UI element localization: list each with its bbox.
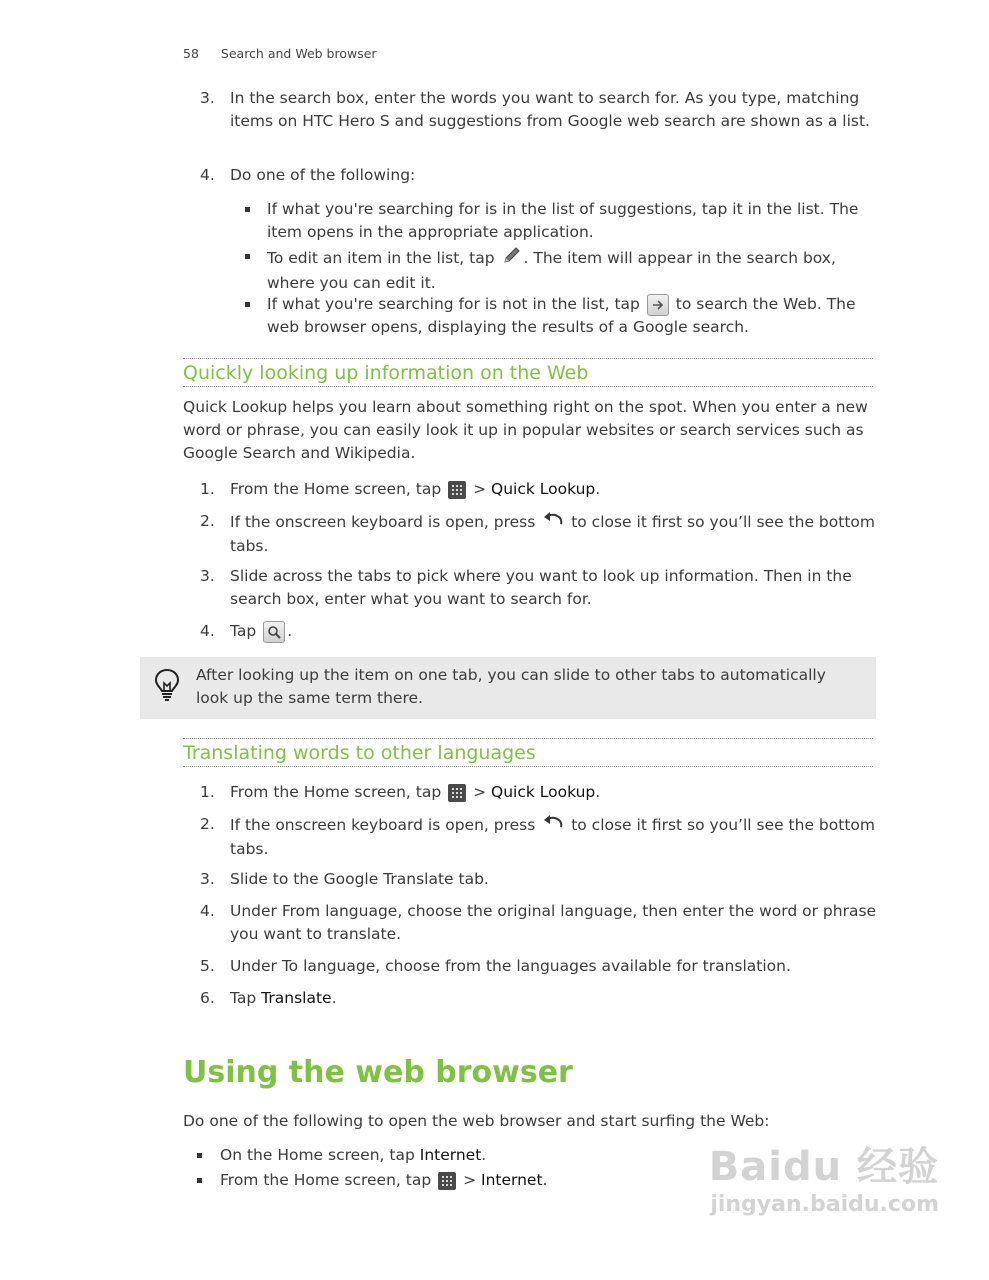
list-item: 4. Under From language, choose the original language, then enter the word or phrase you want to translate. xyxy=(200,902,877,943)
all-apps-icon xyxy=(438,1172,456,1190)
page-header xyxy=(183,46,377,61)
section-heading: Translating words to other languages xyxy=(183,742,536,764)
list-item: 4. Tap . xyxy=(200,620,880,643)
bullet-item: On the Home screen, tap Internet. xyxy=(197,1144,877,1167)
list-item: 1. From the Home screen, tap > Quick Lookup. xyxy=(200,783,601,801)
back-icon xyxy=(542,510,564,535)
arrow-right-icon xyxy=(647,294,669,316)
tip-box xyxy=(140,657,876,719)
back-icon xyxy=(542,813,564,838)
all-apps-icon xyxy=(448,481,466,499)
page-number: 58 xyxy=(183,46,199,61)
header-section: Search and Web browser xyxy=(220,46,377,61)
list-item: 2. If the onscreen keyboard is open, press to close it first so you’ll see the bottom tabs. xyxy=(200,815,875,858)
list-item: 1. From the Home screen, tap > Quick Lookup. xyxy=(200,480,601,498)
divider xyxy=(183,766,873,767)
divider xyxy=(183,738,873,739)
section-heading: Quickly looking up information on the Web xyxy=(183,362,589,384)
all-apps-icon xyxy=(448,784,466,802)
divider xyxy=(183,386,873,387)
bullet-item: To edit an item in the list, tap . The item will appear in the search box, where you can edit it. xyxy=(245,245,875,295)
list-item: 4. Do one of the following: xyxy=(200,166,416,184)
paragraph: Do one of the following to open the web browser and start surfing the Web: xyxy=(183,1112,770,1130)
watermark-brand: Baidu 经验 xyxy=(708,1144,939,1190)
list-item: 2. If the onscreen keyboard is open, press to close it first so you’ll see the bottom tabs. xyxy=(200,512,875,555)
watermark xyxy=(709,1135,939,1217)
list-item: 3. In the search box, enter the words you want to search for. As you type, matching items on HTC Hero S and suggestions from Google web search are shown as a list. xyxy=(200,89,870,130)
chapter-heading: Using the web browser xyxy=(183,1055,573,1090)
bullet-item: If what you're searching for is in the list of suggestions, tap it in the list. The item opens in the appropriate application. xyxy=(245,198,875,244)
bullet-item: If what you're searching for is not in the list, tap to search the Web. The web browser opens, displaying the results of a Google search. xyxy=(245,293,875,339)
tip-text: After looking up the item on one tab, you can slide to other tabs to automatically look up the same term there. xyxy=(196,666,826,707)
list-item: 6. Tap Translate. xyxy=(200,989,337,1007)
list-item: 5. Under To language, choose from the languages available for translation. xyxy=(200,957,791,975)
lightbulb-icon xyxy=(154,668,180,706)
paragraph: Quick Lookup helps you learn about something right on the spot. When you enter a new word or phrase, you can easily look it up in popular websites or search services such as Google Search and Wikipedia. xyxy=(183,398,868,462)
bullet-item: From the Home screen, tap > Internet. xyxy=(197,1169,877,1192)
list-item: 3. Slide across the tabs to pick where you want to look up information. Then in the search box, enter what you want to search for. xyxy=(200,567,852,608)
watermark-url: jingyan.baidu.com xyxy=(710,1192,939,1217)
list-item: 3. Slide to the Google Translate tab. xyxy=(200,870,489,888)
divider xyxy=(183,358,873,359)
pencil-icon xyxy=(502,245,522,272)
search-icon xyxy=(263,621,285,643)
